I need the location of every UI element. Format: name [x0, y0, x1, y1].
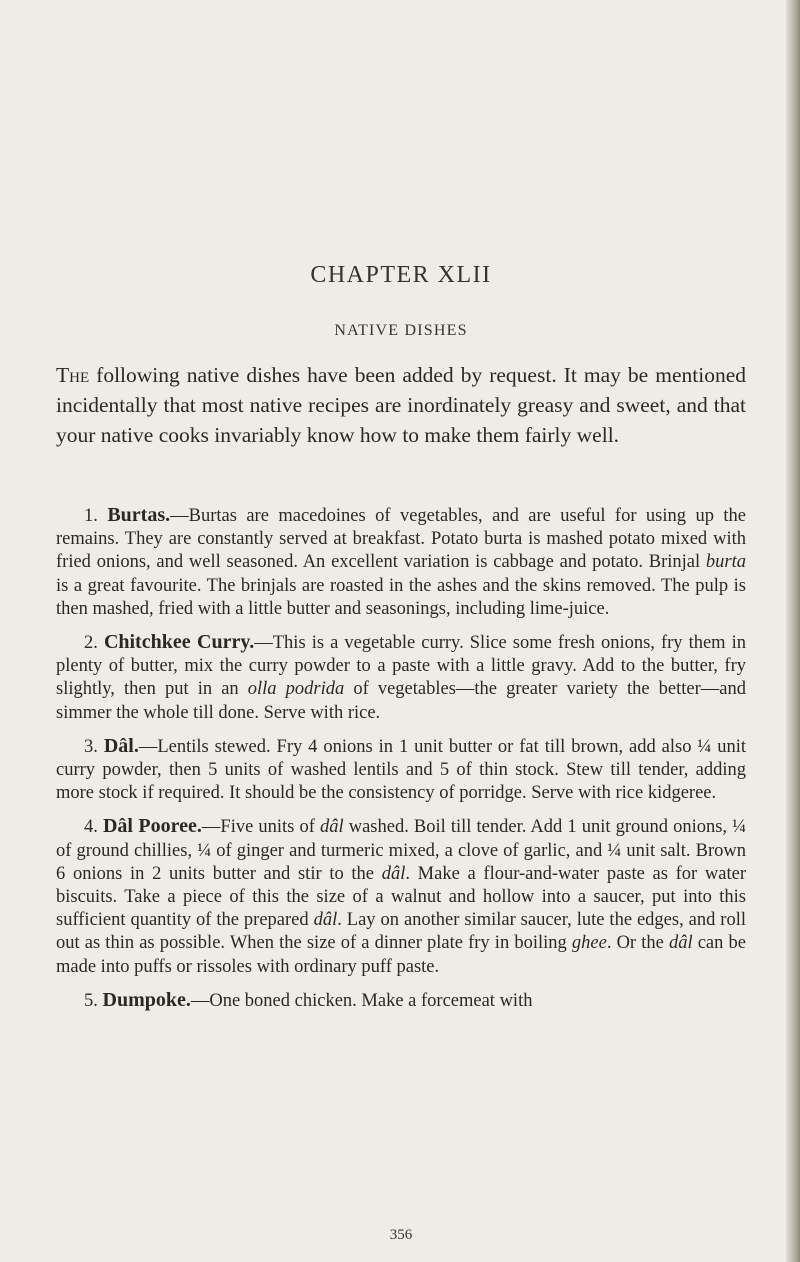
intro-first-word: The	[56, 363, 90, 387]
recipe-italic-term: dâl	[381, 863, 406, 884]
recipe-paragraph	[56, 735, 746, 806]
recipe-number: 2.	[84, 633, 98, 654]
recipe-title: Burtas.	[107, 504, 171, 526]
page-number: 356	[389, 1227, 413, 1243]
recipe-number: 4.	[84, 817, 98, 838]
recipe-italic-term: olla podrida	[247, 679, 345, 700]
recipe-text: —Burtas are macedoines of vegetables, and are useful for using up the remains. They are constantly served at breakfast. Potato burta is mashed potato mixed with fried onions, and well seasoned. An excellent variation is cabbage and potato. Brinjal	[56, 506, 746, 573]
intro-text: following native dishes have been added by request. It may be mentioned incidentally that most native recipes are inordinately greasy and sweet, and that your native cooks invariably know how to make them fairly well.	[56, 363, 746, 447]
recipe-italic-term: dâl	[313, 910, 338, 931]
recipe-list	[56, 504, 746, 1023]
recipe-text: . Make a flour-and-water paste as for water biscuits. Take a piece of this the size of a walnut and hollow into a saucer, put into this sufficient quantity of the prepared	[56, 863, 747, 931]
recipe-italic-term: ghee	[571, 933, 607, 954]
recipe-text: washed. Boil till tender. Add 1 unit ground onions, ¼ of ground chillies, ¼ of ginger and turmeric mixed, a clove of garlic, and ¼ unit salt. Brown 6 onions in 2 units butter and stir to the	[56, 817, 747, 884]
recipe-text: can be made into puffs or rissoles with ordinary puff paste.	[56, 933, 746, 977]
recipe-number: 1.	[84, 506, 98, 526]
recipe-text: . Or the	[606, 933, 669, 954]
page-edge-shadow	[786, 0, 800, 1262]
recipe-paragraph	[56, 504, 746, 621]
chapter-subtitle: NATIVE DISHES	[334, 322, 468, 339]
intro-paragraph	[56, 360, 746, 450]
recipe-text: is a great favourite. The brinjals are roasted in the ashes and the skins removed. The pulp is then mashed, fried with a little butter and seasonings, including lime-juice.	[56, 575, 746, 619]
recipe-paragraph	[56, 815, 746, 978]
recipe-italic-term: dâl	[319, 817, 344, 838]
recipe-number: 5.	[84, 990, 98, 1011]
recipe-title: Dâl.	[103, 734, 139, 757]
recipe-text: —Lentils stewed. Fry 4 onions in 1 unit butter or fat till brown, add also ¼ unit curry powder, then 5 units of washed lentils and 5 of thin stock. Stew till tender, adding more stock if required. It should be the consistency of porridge. Serve with rice kidgeree.	[56, 736, 746, 804]
recipe-paragraph	[56, 631, 746, 725]
chapter-heading: CHAPTER XLII	[310, 262, 492, 288]
recipe-title: Chitchkee Curry.	[103, 631, 255, 654]
recipe-title: Dâl Pooree.	[102, 815, 202, 838]
recipe-italic-term: burta	[705, 552, 746, 573]
recipe-title: Dumpoke.	[102, 988, 191, 1011]
recipe-paragraph	[56, 989, 746, 1013]
recipe-text: . Lay on another similar saucer, lute the edges, and roll out as thin as possible. When the size of a dinner plate fry in boiling	[56, 910, 746, 954]
recipe-number: 3.	[84, 736, 98, 757]
recipe-italic-term: dâl	[668, 933, 693, 954]
recipe-text: —One boned chicken. Make a forcemeat with	[190, 990, 533, 1011]
recipe-text: —Five units of	[201, 817, 320, 838]
recipe-text: of vegetables—the greater variety the better—and simmer the whole till done. Serve with rice.	[56, 679, 746, 723]
recipe-text: —This is a vegetable curry. Slice some fresh onions, fry them in plenty of butter, mix the curry powder to a paste with a little gravy. Add to the butter, fry slightly, then put in an	[56, 633, 747, 700]
